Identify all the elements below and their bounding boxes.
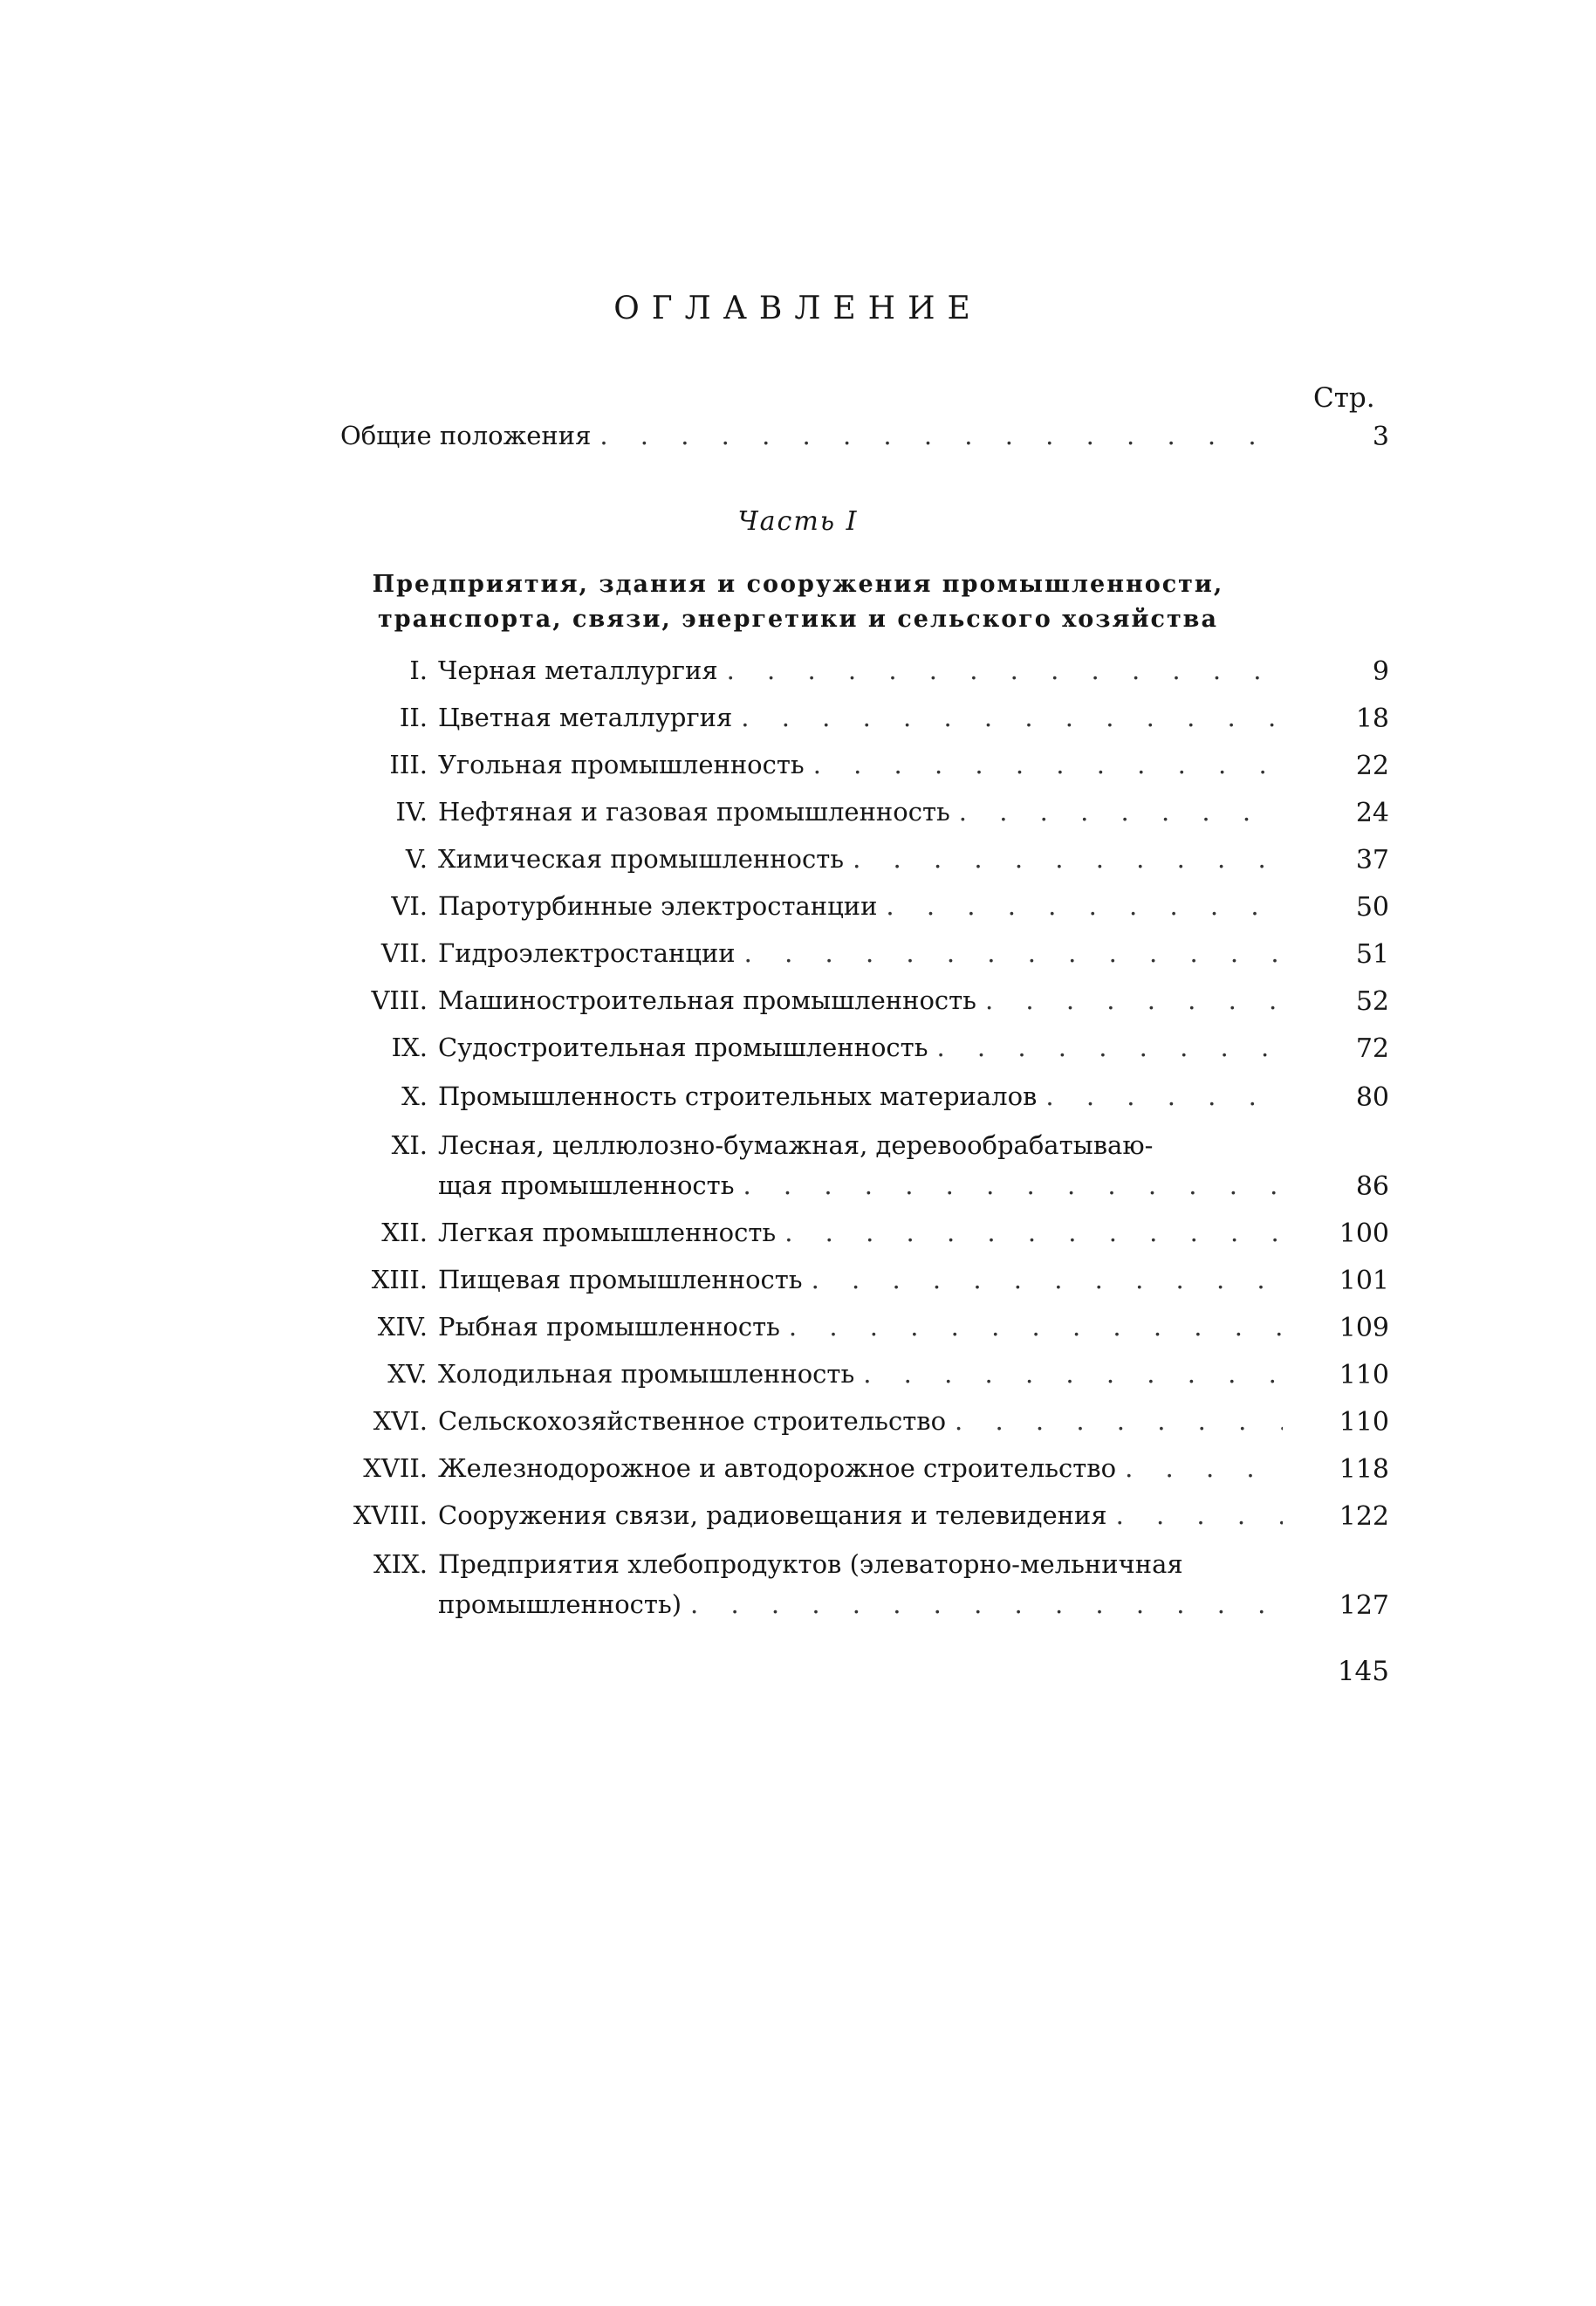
chapter-number: V. (405, 844, 428, 874)
chapter-page: 52 (1355, 986, 1389, 1017)
chapter-page: 50 (1355, 892, 1389, 923)
chapter-number: XIX. (373, 1549, 428, 1579)
dot-leader (1116, 1456, 1283, 1481)
toc-entry-17[interactable] (323, 1453, 1283, 1483)
dot-leader (950, 800, 1283, 825)
chapter-number: XIII. (371, 1265, 428, 1294)
part-title-line2: транспорта, связи, энергетики и сельского хозяйства (378, 606, 1218, 633)
chapter-number: XVIII. (353, 1500, 428, 1530)
chapter-title: Химическая промышленность (438, 844, 845, 874)
toc-entry-8[interactable] (323, 985, 1283, 1015)
chapter-title: Нефтяная и газовая промышленность (438, 797, 950, 827)
chapter-page: 24 (1355, 798, 1389, 828)
page-number: 145 (1337, 1656, 1389, 1687)
chapter-number: XV. (387, 1359, 428, 1389)
dot-leader (1107, 1503, 1283, 1528)
chapter-page: 127 (1339, 1590, 1389, 1621)
toc-entry-12[interactable] (323, 1220, 1283, 1246)
dot-leader (735, 1173, 1284, 1198)
chapter-number: II. (399, 703, 428, 732)
part-label: Часть I (737, 506, 859, 537)
chapter-page: 109 (1339, 1313, 1389, 1343)
chapter-title-continued: щая промышленность (438, 1170, 735, 1200)
toc-entry-16[interactable] (323, 1406, 1283, 1436)
part-title-line1: Предприятия, здания и сооружения промышленности, (372, 571, 1224, 598)
chapter-title: Железнодорожное и автодорожное строительство (438, 1453, 1117, 1483)
chapter-title: Рыбная промышленность (438, 1312, 780, 1342)
chapter-number: III. (389, 750, 428, 779)
toc-entry-11-continued[interactable] (438, 1170, 1283, 1200)
chapter-page: 118 (1339, 1454, 1389, 1485)
toc-entry-18[interactable] (323, 1500, 1283, 1530)
toc-entry-2[interactable] (323, 705, 1283, 731)
toc-entry-4[interactable] (323, 797, 1283, 827)
chapter-title: Паротурбинные электростанции (438, 891, 878, 921)
chapter-number: IV. (395, 797, 428, 827)
chapter-number: VI. (391, 891, 428, 921)
chapter-number: I. (409, 655, 428, 685)
chapter-page: 37 (1355, 845, 1389, 875)
chapter-page: 100 (1339, 1218, 1389, 1249)
chapter-number: XI. (391, 1130, 428, 1160)
chapter-page: 9 (1372, 656, 1389, 687)
chapter-title: Сельскохозяйственное строительство (438, 1406, 947, 1436)
chapter-page: 110 (1339, 1407, 1389, 1438)
chapter-title: Предприятия хлебопродуктов (элеваторно-мельничная (438, 1549, 1183, 1579)
chapter-title-continued: промышленность) (438, 1589, 682, 1619)
toc-entry-13[interactable] (323, 1267, 1283, 1293)
toc-entry-9[interactable] (323, 1035, 1283, 1060)
dot-leader (591, 423, 1283, 449)
dot-leader (780, 1314, 1283, 1340)
chapter-number: VIII. (371, 985, 428, 1015)
chapter-title: Цветная металлургия (438, 703, 733, 732)
chapter-title: Холодильная промышленность (438, 1359, 855, 1389)
chapter-page: 86 (1355, 1171, 1389, 1202)
dot-leader (928, 1035, 1283, 1060)
dot-leader (776, 1220, 1283, 1246)
chapter-page: 80 (1355, 1082, 1389, 1113)
dot-leader (877, 894, 1283, 919)
dot-leader (732, 705, 1283, 731)
dot-leader (682, 1592, 1283, 1617)
toc-entry-general[interactable] (340, 423, 1283, 449)
toc-entry-text: Общие положения (340, 421, 592, 450)
chapter-number: X. (401, 1081, 428, 1111)
dot-leader (805, 752, 1283, 778)
dot-leader (854, 1362, 1283, 1387)
chapter-number: VII. (380, 938, 428, 968)
toc-entry-7[interactable] (323, 938, 1283, 968)
dot-leader (803, 1267, 1283, 1293)
chapter-page: 72 (1355, 1033, 1389, 1064)
dot-leader (1037, 1084, 1283, 1109)
chapter-title: Судостроительная промышленность (438, 1033, 928, 1062)
chapter-number: XVI. (373, 1406, 428, 1436)
chapter-title: Черная металлургия (438, 655, 718, 685)
dot-leader (736, 941, 1283, 966)
dot-leader (844, 847, 1283, 872)
chapter-title: Лесная, целлюлозно-бумажная, деревообрабатываю- (438, 1130, 1154, 1160)
dot-leader (946, 1409, 1283, 1434)
chapter-title: Сооружения связи, радиовещания и телевидения (438, 1500, 1107, 1530)
chapter-title: Машиностроительная промышленность (438, 985, 976, 1015)
page-column-label: Стр. (1313, 382, 1375, 414)
chapter-title: Гидроэлектростанции (438, 938, 736, 968)
chapter-title: Угольная промышленность (438, 750, 805, 779)
chapter-page: 110 (1339, 1360, 1389, 1390)
toc-entry-19-continued[interactable] (438, 1589, 1283, 1619)
part-title (0, 567, 1596, 637)
toc-entry-14[interactable] (323, 1314, 1283, 1340)
chapter-page: 18 (1355, 703, 1389, 734)
chapter-page: 101 (1339, 1266, 1389, 1296)
chapter-title: Промышленность строительных материалов (438, 1081, 1038, 1111)
chapter-page: 22 (1355, 751, 1389, 781)
toc-entry-1[interactable] (323, 655, 1283, 685)
chapter-number: XII. (381, 1218, 428, 1247)
chapter-number: XIV. (377, 1312, 428, 1342)
dot-leader (718, 658, 1283, 683)
chapter-page: 51 (1355, 939, 1389, 970)
chapter-number: IX. (391, 1033, 428, 1062)
chapter-page: 122 (1339, 1501, 1389, 1532)
toc-entry-6[interactable] (323, 891, 1283, 921)
toc-entry-3[interactable] (323, 752, 1283, 778)
toc-entry-10[interactable] (323, 1081, 1283, 1111)
chapter-title: Пищевая промышленность (438, 1265, 803, 1294)
toc-entry-11[interactable] (323, 1130, 1283, 1160)
chapter-number: XVII. (363, 1453, 428, 1483)
toc-entry-5[interactable] (323, 844, 1283, 874)
toc-entry-page: 3 (1372, 422, 1389, 452)
dot-leader (976, 988, 1283, 1013)
toc-entry-19[interactable] (323, 1549, 1283, 1579)
toc-entry-15[interactable] (323, 1359, 1283, 1389)
chapter-title: Легкая промышленность (438, 1218, 777, 1247)
toc-title: ОГЛАВЛЕНИЕ (613, 291, 983, 326)
